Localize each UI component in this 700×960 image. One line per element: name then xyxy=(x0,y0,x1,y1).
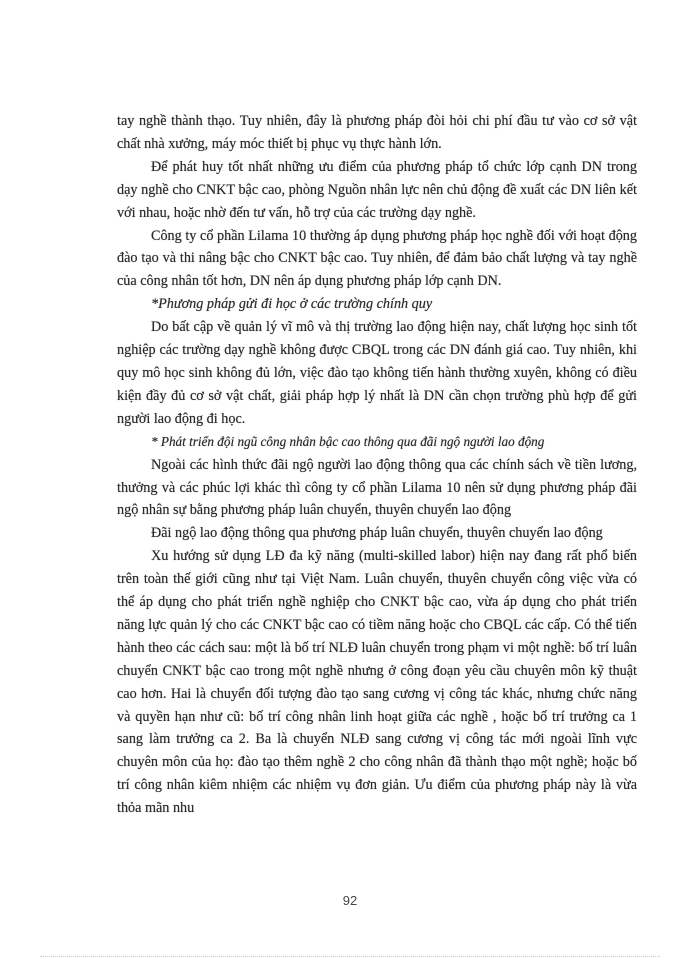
paragraph: Đãi ngộ lao động thông qua phương pháp luân chuyển, thuyên chuyển lao động xyxy=(151,525,603,542)
body-text xyxy=(117,110,637,820)
section-heading: *Phương pháp gửi đi học ở các trường chính quy xyxy=(151,296,433,313)
paragraph-continuation: tay nghề thành thạo. Tuy nhiên, đây là phương pháp đòi hỏi chi phí đầu tư vào cơ sở vật chất nhà xưởng, máy móc thiết bị phục vụ thực hành lớn. xyxy=(117,113,637,152)
paragraph: Để phát huy tốt nhất những ưu điểm của phương pháp tổ chức lớp cạnh DN trong dạy nghề cho CNKT bậc cao, phòng Nguồn nhân lực nên chủ động đề xuất các DN liên kết với nhau, hoặc nhờ đến tư vấn, hỗ trợ của các trường dạy nghề. xyxy=(117,158,637,221)
page-bottom-divider xyxy=(40,956,660,957)
section-heading: * Phát triển đội ngũ công nhân bậc cao thông qua đãi ngộ người lao động xyxy=(151,433,545,449)
paragraph: Ngoài các hình thức đãi ngộ người lao động thông qua các chính sách về tiền lương, thưởng và các phúc lợi khác thì công ty cổ phần Lilama 10 nên sử dụng phương pháp đãi ngộ nhân sự bằng phương pháp luân chuyển, thuyên chuyển lao động xyxy=(117,456,637,519)
paragraph: Công ty cổ phần Lilama 10 thường áp dụng phương pháp học nghề đối với hoạt động đào tạo và thi nâng bậc cho CNKT bậc cao. Tuy nhiên, để đảm bảo chất lượng và tay nghề của công nhân tốt hơn, DN nên áp dụng phương pháp lớp cạnh DN. xyxy=(117,227,637,290)
page-number: 92 xyxy=(342,893,358,908)
paragraph: Do bất cập về quản lý vĩ mô và thị trường lao động hiện nay, chất lượng học sinh tốt nghiệp các trường dạy nghề không được CBQL trong các DN đánh giá cao. Tuy nhiên, khi quy mô học sinh không đủ lớn, việc đào tạo không tiến hành thường xuyên, không có điều kiện đầy đủ cơ sở vật chất, giải pháp hợp lý nhất là DN cần chọn trường phù hợp để gửi người lao động đi học. xyxy=(117,319,637,427)
paragraph: Xu hướng sử dụng LĐ đa kỹ năng (multi-skilled labor) hiện nay đang rất phổ biến trên toàn thế giới cũng như tại Việt Nam. Luân chuyển, thuyên chuyển công việc vừa có thể áp dụng cho phát triển nghề nghiệp cho CNKT bậc cao, vừa áp dụng cho phát triển năng lực quản lý cho các CNKT bậc cao có tiềm năng hoặc cho CBQL các cấp. Có thể tiến hành theo các cách sau: một là bố trí NLĐ luân chuyển trong phạm vi một nghề: bố trí luân chuyển CNKT bậc cao trong một nghề nhưng ở công đoạn yêu cầu chuyên môn kỹ thuật cao hơn. Hai là chuyển đối tượng đào tạo sang cương vị công tác khác, nhưng chức năng và quyền hạn như cũ: bố trí công nhân linh hoạt giữa các nghề , hoặc bố trí trưởng ca 1 sang làm trưởng ca 2. Ba là chuyển NLĐ sang cương vị công tác mới ngoài lĩnh vực chuyên môn của họ: đào tạo thêm nghề 2 cho công nhân đã thành thạo một nghề; hoặc bố trí công nhân kiêm nhiệm các nhiệm vụ đơn giản. Ưu điểm của phương pháp này là vừa thỏa mãn nhu xyxy=(117,548,637,817)
